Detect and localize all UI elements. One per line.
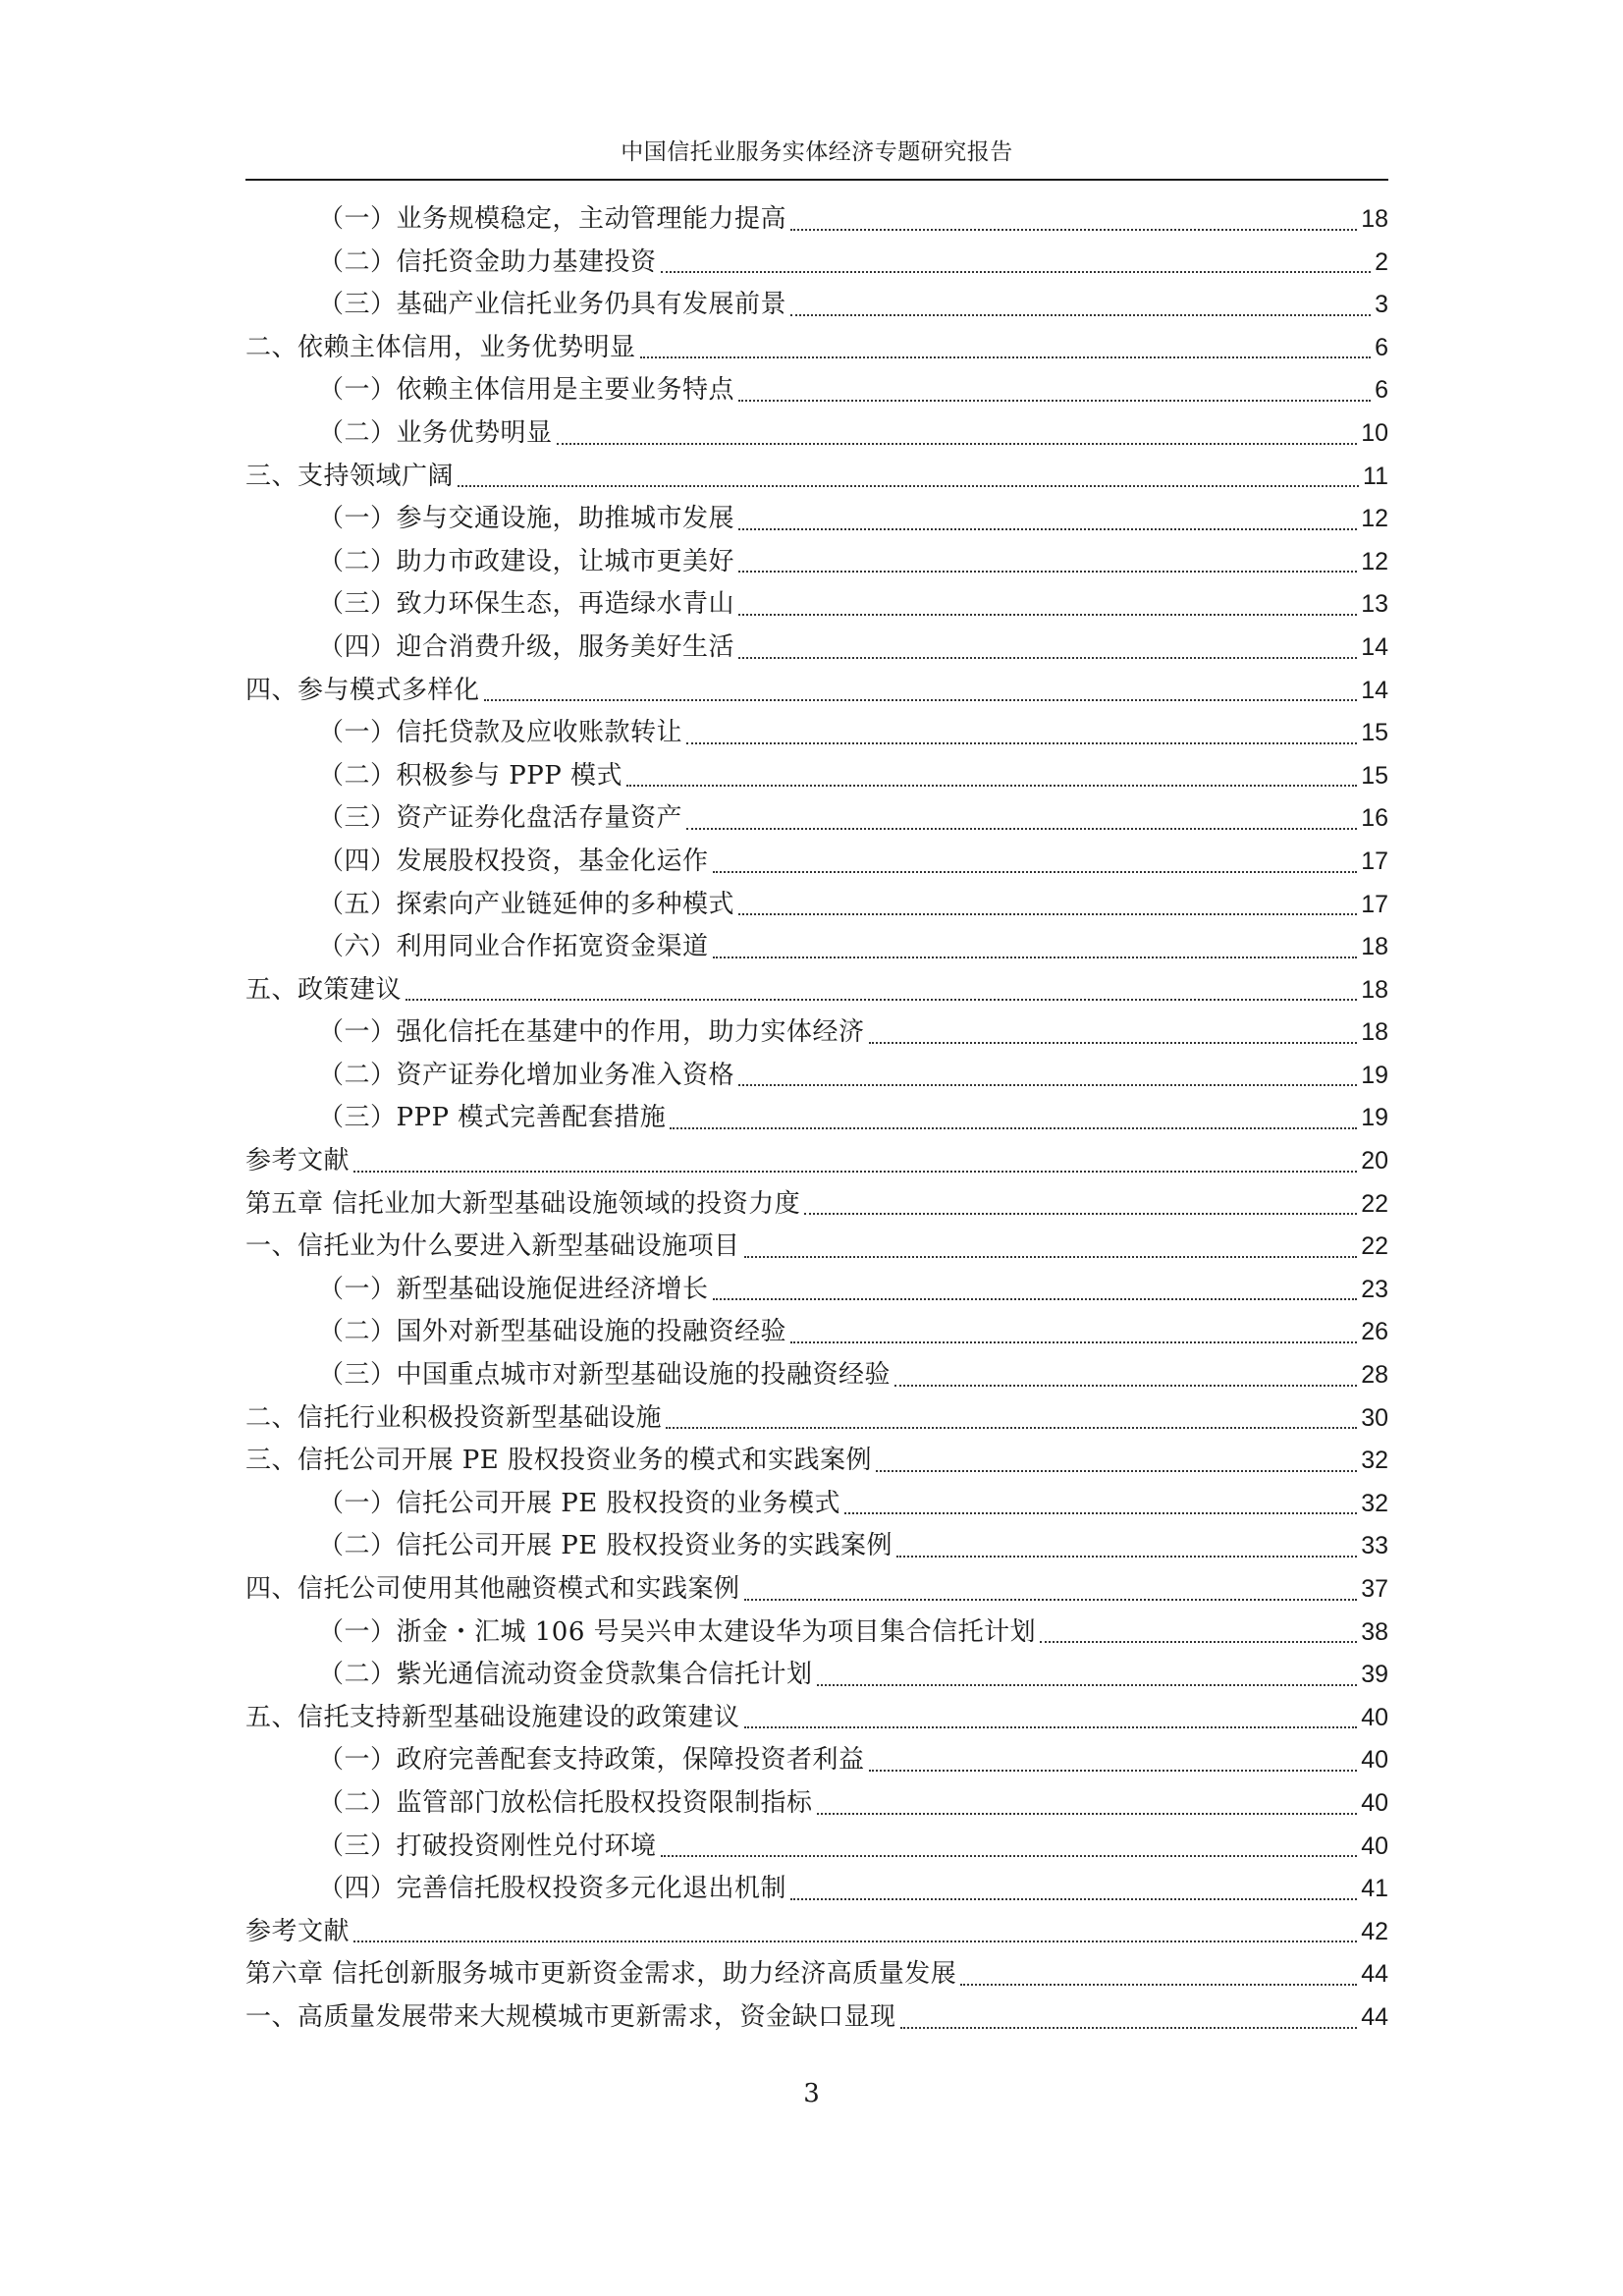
dot-leader <box>817 1684 1358 1686</box>
dot-leader <box>804 1213 1357 1215</box>
toc-entry[interactable] <box>245 1826 1388 1869</box>
dot-leader <box>738 1084 1357 1086</box>
toc-entry-title: 三、信托公司开展 PE 股权投资业务的模式和实践案例 <box>245 1446 873 1476</box>
toc-entry[interactable] <box>245 1397 1388 1441</box>
toc-entry-page-number: 40 <box>1361 1831 1388 1860</box>
dot-leader <box>353 1941 1357 1942</box>
dot-leader <box>738 913 1357 915</box>
toc-entry-page-number: 18 <box>1361 975 1388 1004</box>
toc-entry[interactable] <box>245 1996 1388 2040</box>
toc-entry-title: （三）资产证券化盘活存量资产 <box>318 803 683 834</box>
dot-leader <box>744 1599 1358 1601</box>
toc-entry[interactable] <box>245 841 1388 884</box>
toc-entry[interactable] <box>245 1782 1388 1826</box>
toc-entry-title: （四）迎合消费升级，服务美好生活 <box>318 631 735 662</box>
toc-entry-page-number: 18 <box>1361 933 1388 961</box>
toc-entry[interactable] <box>245 1311 1388 1354</box>
toc-entry-title: （二）资产证券化增加业务准入资格 <box>318 1060 735 1090</box>
toc-entry-title: （一）参与交通设施，助推城市发展 <box>318 504 735 534</box>
toc-entry[interactable] <box>245 1269 1388 1312</box>
toc-entry[interactable] <box>245 327 1388 370</box>
toc-entry-title: （三）致力环保生态，再造绿水青山 <box>318 589 735 620</box>
dot-leader <box>894 1385 1357 1387</box>
dot-leader <box>458 485 1359 487</box>
toc-entry[interactable] <box>245 369 1388 412</box>
toc-entry-page-number: 3 <box>1375 291 1388 319</box>
toc-entry-page-number: 13 <box>1361 590 1388 619</box>
header-rule <box>245 179 1388 181</box>
toc-entry-page-number: 44 <box>1361 2002 1388 2031</box>
dot-leader <box>353 1171 1357 1173</box>
toc-entry-page-number: 17 <box>1361 890 1388 918</box>
toc-entry-page-number: 16 <box>1361 804 1388 833</box>
dot-leader <box>713 957 1358 958</box>
toc-entry-title: （二）信托公司开展 PE 股权投资业务的实践案例 <box>318 1531 893 1561</box>
toc-entry-title: （一）政府完善配套支持政策，保障投资者利益 <box>318 1745 865 1776</box>
toc-entry-title: （一）业务规模稳定，主动管理能力提高 <box>318 204 787 234</box>
page-number: 3 <box>803 2079 820 2108</box>
dot-leader <box>484 699 1358 701</box>
dot-leader <box>790 1341 1357 1343</box>
toc-entry-page-number: 40 <box>1361 1788 1388 1817</box>
toc-entry-title: （二）信托资金助力基建投资 <box>318 246 657 277</box>
dot-leader <box>738 614 1357 616</box>
dot-leader <box>744 1256 1358 1258</box>
dot-leader <box>960 1984 1357 1986</box>
dot-leader <box>817 1813 1358 1815</box>
dot-leader <box>790 314 1371 316</box>
toc-entry[interactable] <box>245 969 1388 1012</box>
toc-entry[interactable] <box>245 1097 1388 1140</box>
toc-entry-title: 第五章 信托业加大新型基础设施领域的投资力度 <box>245 1188 801 1219</box>
dot-leader <box>790 1898 1357 1900</box>
toc-entry-page-number: 12 <box>1361 547 1388 575</box>
dot-leader <box>738 657 1357 659</box>
toc-entry[interactable] <box>245 1183 1388 1227</box>
dot-leader <box>876 1470 1357 1472</box>
toc-entry-title: （四）完善信托股权投资多元化退出机制 <box>318 1874 787 1904</box>
dot-leader <box>900 2027 1358 2029</box>
dot-leader <box>1040 1641 1357 1643</box>
toc-entry[interactable] <box>245 1525 1388 1568</box>
toc-entry[interactable] <box>245 498 1388 541</box>
toc-entry-title: （一）强化信托在基建中的作用，助力实体经济 <box>318 1017 865 1048</box>
toc-entry-title: （四）发展股权投资，基金化运作 <box>318 846 709 876</box>
toc-entry-title: （五）探索向产业链延伸的多种模式 <box>318 889 735 919</box>
toc-entry-page-number: 18 <box>1361 205 1388 233</box>
toc-entry-title: （二）助力市政建设，让城市更美好 <box>318 546 735 576</box>
dot-leader <box>790 229 1357 231</box>
toc-entry-page-number: 26 <box>1361 1318 1388 1346</box>
toc-entry[interactable] <box>245 1911 1388 1954</box>
dot-leader <box>557 443 1358 445</box>
toc-entry-page-number: 32 <box>1361 1489 1388 1517</box>
toc-entry-title: （三）PPP 模式完善配套措施 <box>318 1103 667 1133</box>
toc-entry-page-number: 40 <box>1361 1703 1388 1731</box>
toc-entry-page-number: 18 <box>1361 1018 1388 1047</box>
toc-entry-title: 四、信托公司使用其他融资模式和实践案例 <box>245 1574 740 1604</box>
toc-entry[interactable] <box>245 755 1388 798</box>
toc-entry-page-number: 20 <box>1361 1147 1388 1175</box>
toc-entry[interactable] <box>245 797 1388 841</box>
dot-leader <box>896 1556 1357 1558</box>
toc-entry[interactable] <box>245 242 1388 285</box>
toc-entry-page-number: 19 <box>1361 1061 1388 1089</box>
toc-entry-page-number: 40 <box>1361 1746 1388 1775</box>
toc-entry-title: （一）信托贷款及应收账款转让 <box>318 718 683 748</box>
toc-entry-page-number: 6 <box>1375 376 1388 405</box>
toc-entry-page-number: 22 <box>1361 1232 1388 1261</box>
toc-entry-page-number: 42 <box>1361 1917 1388 1945</box>
toc-entry[interactable] <box>245 284 1388 327</box>
toc-entry-title: 一、高质量发展带来大规模城市更新需求，资金缺口显现 <box>245 2001 896 2032</box>
toc-entry-page-number: 10 <box>1361 418 1388 447</box>
dot-leader <box>640 356 1372 358</box>
toc-entry-title: （三）打破投资刚性兑付环境 <box>318 1831 657 1861</box>
toc-entry[interactable] <box>245 412 1388 456</box>
toc-entry-page-number: 17 <box>1361 847 1388 875</box>
toc-entry-title: （一）新型基础设施促进经济增长 <box>318 1274 709 1304</box>
toc-entry-title: （一）依赖主体信用是主要业务特点 <box>318 375 735 406</box>
toc-entry-title: 四、参与模式多样化 <box>245 675 480 705</box>
dot-leader <box>406 999 1357 1001</box>
toc-entry-title: （一）浙金・汇城 106 号吴兴申太建设华为项目集合信托计划 <box>318 1616 1037 1647</box>
dot-leader <box>626 785 1357 787</box>
toc-entry-page-number: 23 <box>1361 1275 1388 1303</box>
toc-entry-page-number: 14 <box>1361 632 1388 661</box>
toc-entry-page-number: 37 <box>1361 1575 1388 1603</box>
dot-leader <box>869 1770 1358 1772</box>
toc-entry-title: （三）基础产业信托业务仍具有发展前景 <box>318 290 787 320</box>
dot-leader <box>666 1427 1357 1429</box>
toc-entry-title: 一、信托业为什么要进入新型基础设施项目 <box>245 1231 740 1262</box>
dot-leader <box>738 571 1357 573</box>
toc-entry-page-number: 32 <box>1361 1447 1388 1475</box>
toc-entry-title: （二）业务优势明显 <box>318 417 553 448</box>
toc-entry-page-number: 2 <box>1375 247 1388 276</box>
toc-entry-page-number: 6 <box>1375 333 1388 361</box>
toc-entry-page-number: 30 <box>1361 1403 1388 1432</box>
toc-entry-title: （二）国外对新型基础设施的投融资经验 <box>318 1317 787 1347</box>
toc-entry-page-number: 19 <box>1361 1104 1388 1132</box>
toc-entry-page-number: 14 <box>1361 676 1388 704</box>
dot-leader <box>670 1127 1357 1129</box>
toc-entry-title: 参考文献 <box>245 1916 351 1946</box>
table-of-contents <box>245 198 1388 2040</box>
toc-entry[interactable] <box>245 1654 1388 1697</box>
toc-entry-page-number: 11 <box>1363 462 1388 490</box>
toc-entry-title: （六）利用同业合作拓宽资金渠道 <box>318 932 709 962</box>
toc-entry-page-number: 38 <box>1361 1617 1388 1646</box>
toc-entry[interactable] <box>245 583 1388 627</box>
toc-entry[interactable] <box>245 1226 1388 1269</box>
dot-leader <box>744 1726 1358 1728</box>
dot-leader <box>661 271 1372 273</box>
toc-entry[interactable] <box>245 1953 1388 1996</box>
toc-entry[interactable] <box>245 884 1388 927</box>
toc-entry[interactable] <box>245 1140 1388 1183</box>
toc-entry[interactable] <box>245 926 1388 969</box>
toc-entry[interactable] <box>245 1354 1388 1397</box>
running-header: 中国信托业服务实体经济专题研究报告 <box>621 139 1013 165</box>
dot-leader <box>738 528 1357 530</box>
toc-entry[interactable] <box>245 1483 1388 1526</box>
toc-entry-page-number: 41 <box>1361 1875 1388 1903</box>
toc-entry-title: （三）中国重点城市对新型基础设施的投融资经验 <box>318 1360 892 1391</box>
toc-entry-page-number: 15 <box>1361 719 1388 747</box>
toc-entry-title: （二）紫光通信流动资金贷款集合信托计划 <box>318 1660 813 1690</box>
toc-entry[interactable] <box>245 198 1388 242</box>
toc-entry-title: 第六章 信托创新服务城市更新资金需求，助力经济高质量发展 <box>245 1959 957 1990</box>
toc-entry[interactable] <box>245 1055 1388 1098</box>
dot-leader <box>713 871 1358 873</box>
toc-entry[interactable] <box>245 1568 1388 1612</box>
dot-leader <box>686 828 1357 830</box>
dot-leader <box>844 1512 1357 1514</box>
toc-entry[interactable] <box>245 541 1388 584</box>
toc-entry-title: 参考文献 <box>245 1146 351 1176</box>
toc-entry-page-number: 22 <box>1361 1189 1388 1218</box>
dot-leader <box>661 1855 1358 1857</box>
toc-entry-page-number: 33 <box>1361 1532 1388 1560</box>
toc-entry[interactable] <box>245 1739 1388 1782</box>
toc-entry[interactable] <box>245 1440 1388 1483</box>
toc-entry-title: 二、依赖主体信用，业务优势明显 <box>245 332 636 362</box>
toc-entry[interactable] <box>245 1868 1388 1911</box>
dot-leader <box>713 1298 1358 1300</box>
toc-entry[interactable] <box>245 1697 1388 1740</box>
toc-entry-title: 二、信托行业积极投资新型基础设施 <box>245 1402 663 1433</box>
toc-entry-page-number: 12 <box>1361 505 1388 533</box>
toc-entry[interactable] <box>245 712 1388 755</box>
toc-entry-title: （二）积极参与 PPP 模式 <box>318 760 623 791</box>
dot-leader <box>869 1042 1358 1044</box>
dot-leader <box>738 400 1371 402</box>
toc-entry[interactable] <box>245 1612 1388 1655</box>
toc-entry[interactable] <box>245 456 1388 499</box>
dot-leader <box>686 742 1357 744</box>
toc-entry[interactable] <box>245 670 1388 713</box>
toc-entry-title: （一）信托公司开展 PE 股权投资的业务模式 <box>318 1488 841 1518</box>
toc-entry-title: （二）监管部门放松信托股权投资限制指标 <box>318 1787 813 1818</box>
toc-entry[interactable] <box>245 627 1388 670</box>
toc-entry-title: 三、支持领域广阔 <box>245 461 455 491</box>
toc-entry-page-number: 44 <box>1361 1960 1388 1989</box>
toc-entry-title: 五、政策建议 <box>245 974 403 1005</box>
toc-entry-page-number: 15 <box>1361 761 1388 790</box>
toc-entry-page-number: 28 <box>1361 1361 1388 1390</box>
toc-entry[interactable] <box>245 1011 1388 1055</box>
toc-entry-title: 五、信托支持新型基础设施建设的政策建议 <box>245 1702 740 1732</box>
toc-entry-page-number: 39 <box>1361 1661 1388 1689</box>
